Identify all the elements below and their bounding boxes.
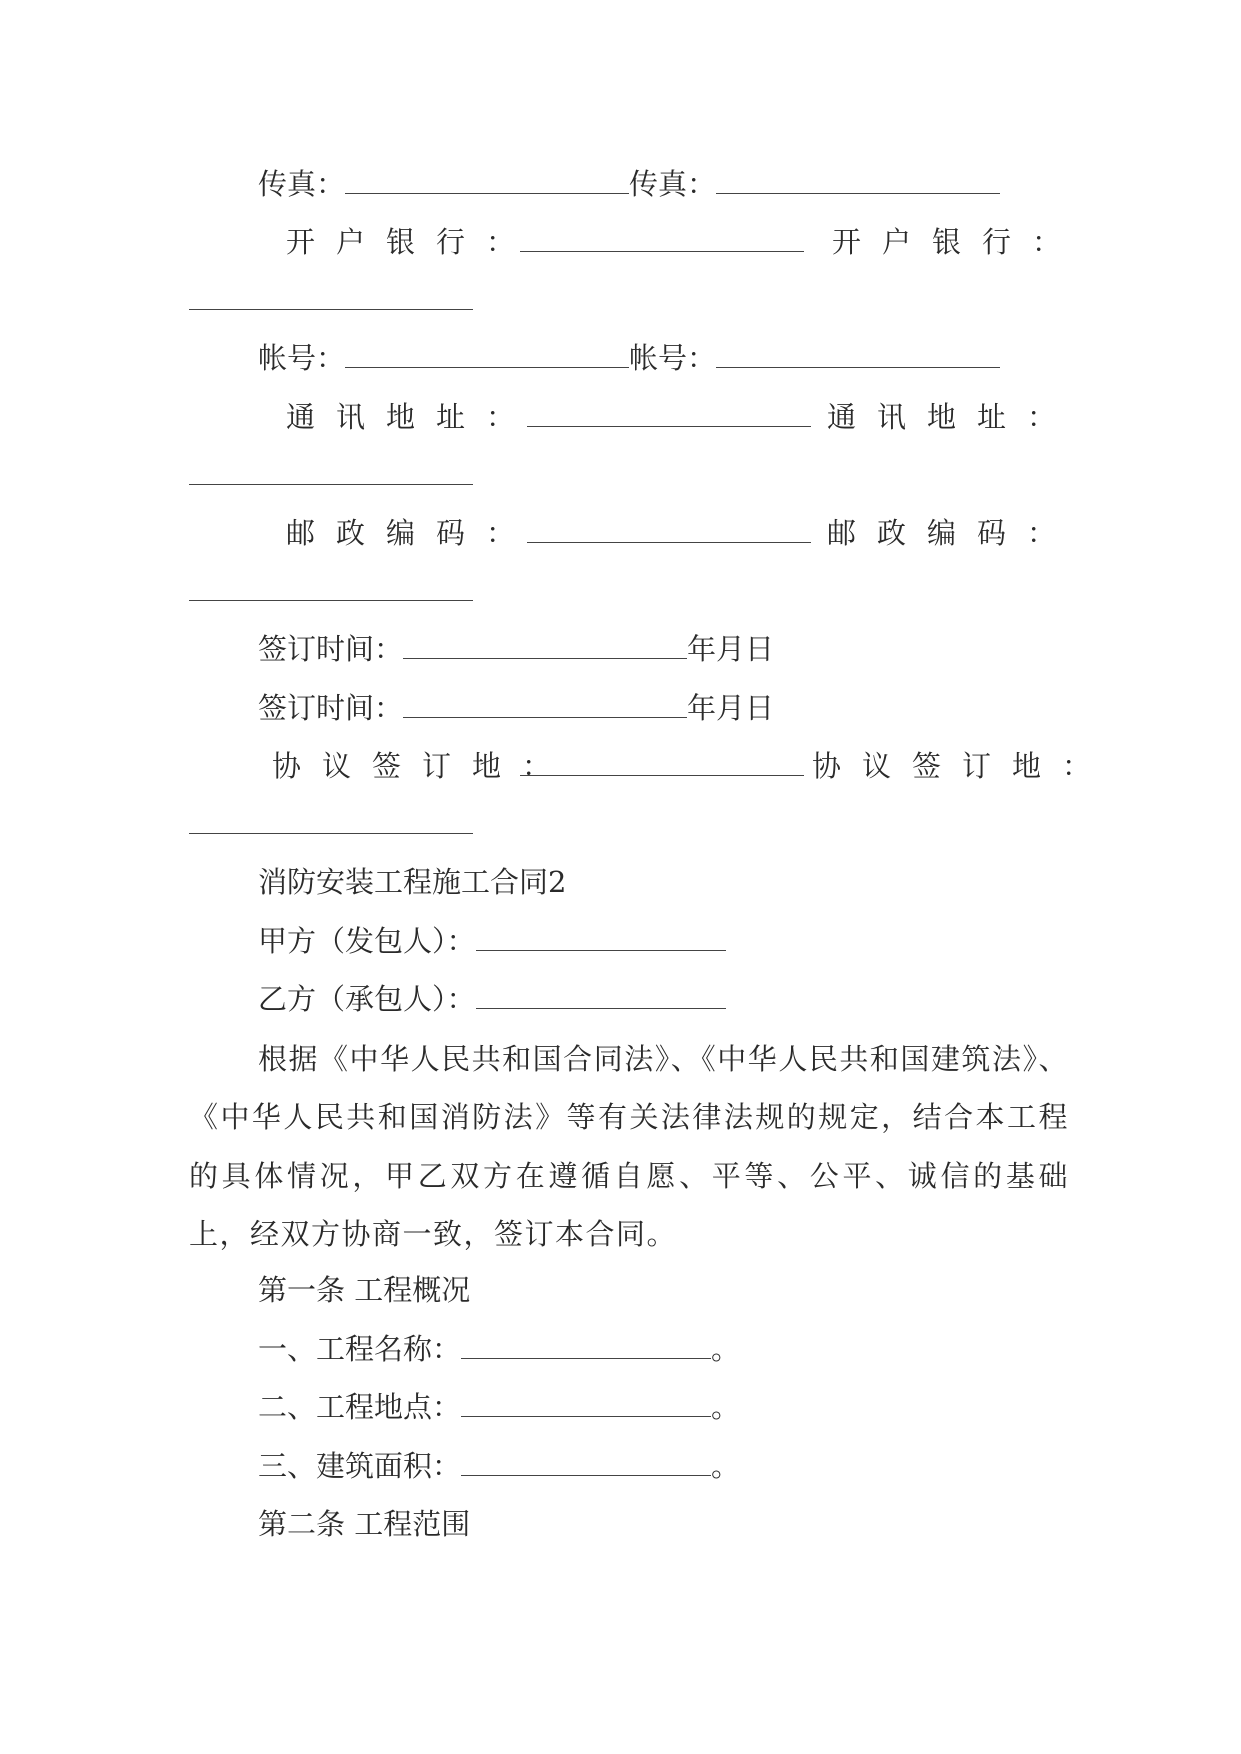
date-suffix-1: 年月日 [687, 632, 775, 666]
sign-place-blank-b[interactable] [189, 805, 473, 834]
bank-blank-row [520, 222, 804, 262]
sign-place-label-b: 协议签订地： [812, 749, 1113, 783]
item-1-blank[interactable] [461, 1330, 711, 1359]
address-label-b: 通讯地址： [827, 400, 1078, 434]
article-2-heading: 第二条 工程范围 [258, 1507, 471, 1541]
postcode-blank-b[interactable] [189, 572, 473, 601]
sign-place-label-a: 协议签订地： [272, 749, 573, 783]
bank-blank-a[interactable] [520, 223, 804, 252]
item-2-label: 二、工程地点： [258, 1390, 462, 1424]
party-b-label: 乙方（承包人）： [258, 982, 476, 1016]
postcode-blank-a[interactable] [527, 514, 811, 543]
sign-place-blank-a[interactable] [520, 747, 804, 776]
address-blank-row [527, 397, 811, 437]
fax-label-b: 传真： [629, 167, 717, 201]
item-3-blank[interactable] [461, 1447, 711, 1476]
address-label-a: 通讯地址： [286, 400, 537, 434]
article-1-heading: 第一条 工程概况 [258, 1273, 471, 1307]
party-a-label: 甲方（发包人）： [258, 924, 476, 958]
item-3-period: 。 [711, 1449, 741, 1483]
item-3-row [258, 1446, 740, 1486]
fax-label-a: 传真： [258, 167, 346, 201]
bank-blank-b[interactable] [189, 281, 473, 310]
item-2-row [258, 1387, 740, 1427]
fax-blank-a[interactable] [345, 165, 629, 194]
address-blank-b[interactable] [189, 456, 473, 485]
fax-row [258, 164, 1000, 204]
bank-blank-row-b [189, 280, 473, 320]
sign-time-row-2 [258, 688, 774, 728]
date-suffix-2: 年月日 [687, 691, 775, 725]
postcode-blank-row [527, 513, 811, 553]
party-a-row [258, 921, 726, 961]
sign-time-label-1: 签订时间： [258, 632, 404, 666]
preamble-paragraph: 根据《中华人民共和国合同法》、《中华人民共和国建筑法》、《中华人民共和国消防法》等有关法律法规的规定，结合本工程的具体情况，甲乙双方在遵循自愿、平等、公平、诚信的基础上，经双方协商一致，签订本合同。 [189, 1042, 1069, 1252]
item-1-period: 。 [711, 1332, 741, 1366]
sign-time-blank-1[interactable] [403, 630, 687, 659]
postcode-row-right [827, 513, 1077, 553]
sign-time-row-1 [258, 629, 774, 669]
item-2-blank[interactable] [461, 1388, 711, 1417]
postcode-label-a: 邮政编码： [286, 516, 537, 550]
postcode-row-left [286, 513, 536, 553]
party-a-blank[interactable] [476, 922, 726, 951]
sign-place-blank-row-b [189, 804, 473, 844]
account-label-a: 帐号： [258, 341, 346, 375]
bank-label-b: 开户银行： [832, 225, 1083, 259]
postcode-blank-row-b [189, 571, 473, 611]
item-2-period: 。 [711, 1390, 741, 1424]
item-1-label: 一、工程名称： [258, 1332, 462, 1366]
address-row-right [827, 397, 1077, 437]
item-1-row [258, 1329, 740, 1369]
bank-row-left [286, 222, 536, 262]
account-blank-b[interactable] [716, 339, 1000, 368]
party-b-row [258, 979, 726, 1019]
address-blank-a[interactable] [527, 398, 811, 427]
address-blank-row-b [189, 455, 473, 495]
account-row [258, 338, 1000, 378]
sign-time-blank-2[interactable] [403, 689, 687, 718]
address-row-left [286, 397, 536, 437]
item-3-label: 三、建筑面积： [258, 1449, 462, 1483]
account-label-b: 帐号： [629, 341, 717, 375]
bank-row-right [832, 222, 1082, 262]
fax-blank-b[interactable] [716, 165, 1000, 194]
sign-place-row-right [812, 746, 1112, 786]
party-b-blank[interactable] [476, 980, 726, 1009]
sign-time-label-2: 签订时间： [258, 691, 404, 725]
contract-title: 消防安装工程施工合同2 [258, 865, 567, 899]
sign-place-blank-row [520, 746, 804, 786]
account-blank-a[interactable] [345, 339, 629, 368]
postcode-label-b: 邮政编码： [827, 516, 1078, 550]
bank-label-a: 开户银行： [286, 225, 537, 259]
